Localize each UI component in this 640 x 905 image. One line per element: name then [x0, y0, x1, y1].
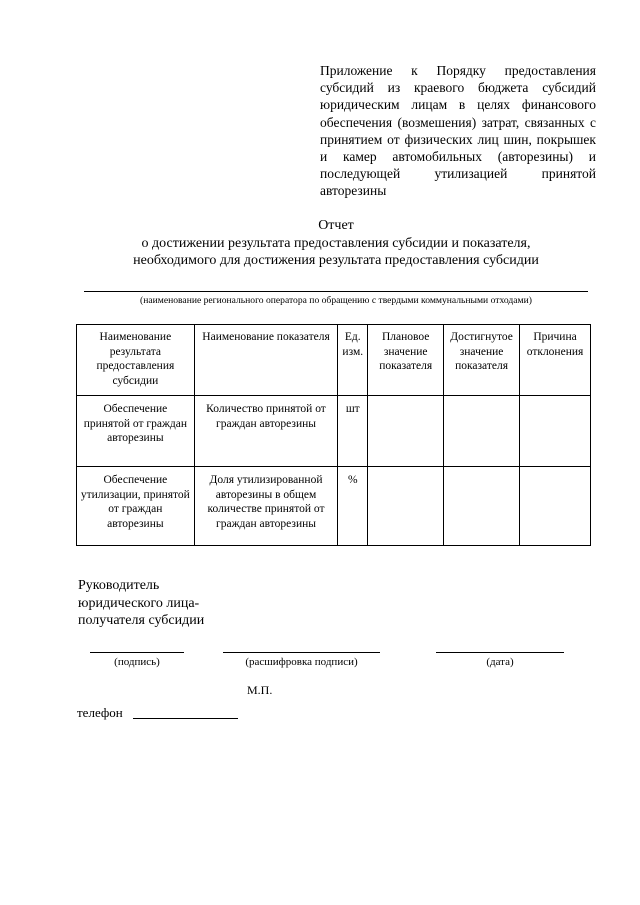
date-line[interactable] — [436, 652, 564, 653]
signer-line-1: Руководитель — [78, 578, 160, 593]
cell-result: Обеспечение принятой от граждан авторезины — [77, 396, 195, 467]
cell-indicator: Количество принятой от граждан авторезины — [194, 396, 338, 467]
signature-decode-caption: (расшифровка подписи) — [245, 656, 358, 668]
report-title — [0, 217, 640, 270]
title-line-2: о достижении результата предоставления субсидии и показателя, — [141, 235, 531, 251]
title-line-3: необходимого для достижения результата предоставления субсидии — [133, 253, 539, 268]
phone-label: телефон — [77, 705, 123, 720]
signer-title — [78, 577, 204, 630]
org-name-caption: (наименование регионального оператора по обращению с твердыми коммунальными отходами) — [140, 295, 532, 306]
signer-line-2: юридического лица- — [78, 595, 200, 611]
appendix-note: Приложение к Порядку предоставления субсидий из краевого бюджета субсидий юридическим лицам в целях финансового обеспечения (возмешения) затрат, связанных с принятием от физических лиц шин, покрышек и камер автомобильных (авторезины) и последующей утилизацией принятой авторезины — [320, 63, 596, 199]
header-result: Наименование результата предоставления субсидии — [77, 325, 195, 396]
title-line-1: Отчет — [318, 218, 354, 233]
cell-unit: % — [338, 467, 368, 546]
signature-caption: (подпись) — [114, 656, 160, 668]
signer-line-3: получателя субсидии — [78, 613, 205, 628]
cell-achieved[interactable] — [444, 396, 520, 467]
signature-decode-line[interactable] — [223, 652, 380, 653]
cell-unit: шт — [338, 396, 368, 467]
phone-line[interactable] — [133, 718, 238, 719]
cell-deviation[interactable] — [520, 467, 591, 546]
header-unit: Ед. изм. — [338, 325, 368, 396]
header-achieved: Достигнутое значение показателя — [444, 325, 520, 396]
signature-line[interactable] — [90, 652, 184, 653]
table-row — [77, 467, 591, 546]
header-deviation: Причина отклонения — [520, 325, 591, 396]
org-name-line — [84, 291, 588, 292]
table-row — [77, 396, 591, 467]
header-indicator: Наименование показателя — [194, 325, 338, 396]
cell-indicator: Доля утилизированной авторезины в общем количестве принятой от граждан авторезины — [194, 467, 338, 546]
cell-result: Обеспечение утилизации, принятой от граждан авторезины — [77, 467, 195, 546]
stamp-place: М.П. — [247, 683, 273, 697]
date-caption: (дата) — [486, 656, 514, 668]
cell-planned[interactable] — [368, 467, 444, 546]
header-planned: Плановое значение показателя — [368, 325, 444, 396]
report-table — [76, 324, 591, 546]
table-header-row — [77, 325, 591, 396]
cell-deviation[interactable] — [520, 396, 591, 467]
cell-planned[interactable] — [368, 396, 444, 467]
cell-achieved[interactable] — [444, 467, 520, 546]
